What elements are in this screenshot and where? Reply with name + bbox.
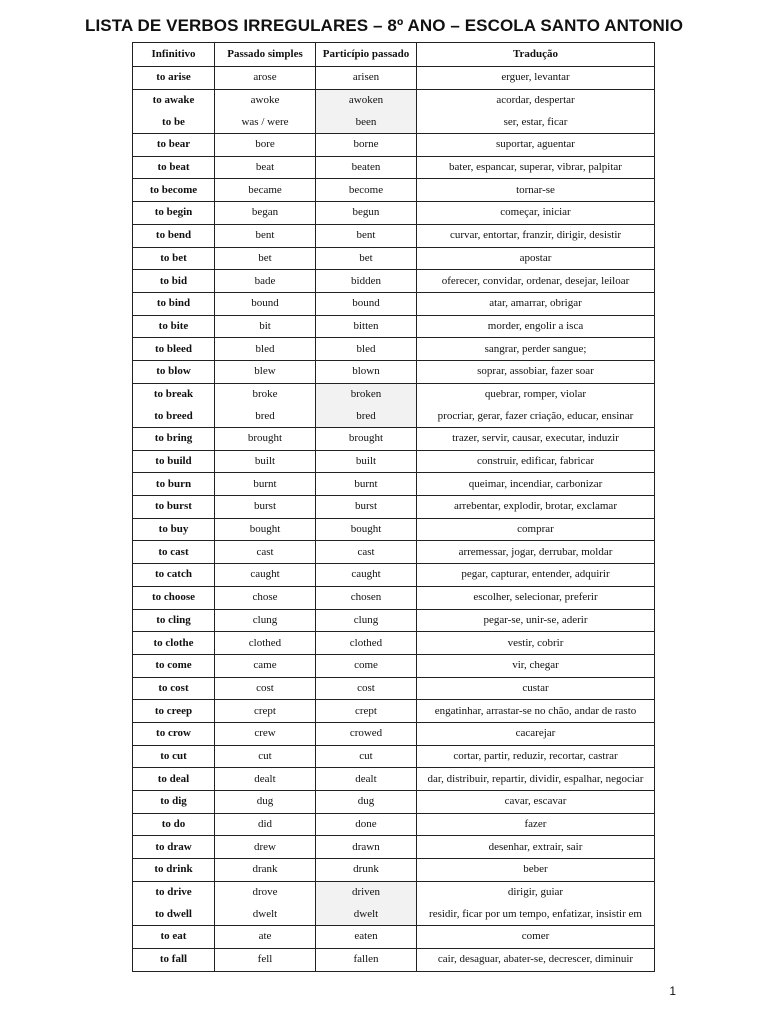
past-participle-cell: fallen	[316, 948, 417, 971]
translation-cell: atar, amarrar, obrigar	[417, 292, 655, 315]
past-participle-cell: clothed	[316, 632, 417, 655]
simple-past-cell: bound	[215, 292, 316, 315]
infinitive-cell: to drive	[133, 881, 215, 903]
past-participle-cell: bidden	[316, 270, 417, 293]
past-participle-cell: cost	[316, 677, 417, 700]
translation-cell: arremessar, jogar, derrubar, moldar	[417, 541, 655, 564]
infinitive-cell: to blow	[133, 360, 215, 383]
simple-past-cell: bled	[215, 338, 316, 361]
table-row	[133, 541, 655, 564]
translation-cell: morder, engolir a isca	[417, 315, 655, 338]
table-row	[133, 700, 655, 723]
translation-cell: procriar, gerar, fazer criação, educar, ensinar	[417, 405, 655, 427]
past-participle-cell: driven	[316, 881, 417, 903]
past-participle-cell: bet	[316, 247, 417, 270]
simple-past-cell: awoke	[215, 89, 316, 111]
simple-past-cell: drew	[215, 836, 316, 859]
infinitive-cell: to cast	[133, 541, 215, 564]
past-participle-cell: bound	[316, 292, 417, 315]
simple-past-cell: blew	[215, 360, 316, 383]
infinitive-cell: to bend	[133, 224, 215, 247]
past-participle-cell: chosen	[316, 586, 417, 609]
simple-past-cell: crew	[215, 722, 316, 745]
infinitive-cell: to bet	[133, 247, 215, 270]
header-traducao: Tradução	[417, 43, 655, 67]
translation-cell: cortar, partir, reduzir, recortar, castrar	[417, 745, 655, 768]
infinitive-cell: to buy	[133, 518, 215, 541]
simple-past-cell: brought	[215, 428, 316, 451]
infinitive-cell: to crow	[133, 722, 215, 745]
simple-past-cell: chose	[215, 586, 316, 609]
table-row	[133, 586, 655, 609]
simple-past-cell: bet	[215, 247, 316, 270]
past-participle-cell: cut	[316, 745, 417, 768]
table-row	[133, 405, 655, 427]
simple-past-cell: did	[215, 813, 316, 836]
simple-past-cell: crept	[215, 700, 316, 723]
translation-cell: comer	[417, 926, 655, 949]
translation-cell: fazer	[417, 813, 655, 836]
translation-cell: residir, ficar por um tempo, enfatizar, insistir em	[417, 903, 655, 925]
infinitive-cell: to beat	[133, 156, 215, 179]
translation-cell: suportar, aguentar	[417, 134, 655, 157]
page-title: LISTA DE VERBOS IRREGULARES – 8º ANO – ESCOLA SANTO ANTONIO	[84, 16, 684, 35]
past-participle-cell: borne	[316, 134, 417, 157]
infinitive-cell: to dig	[133, 791, 215, 814]
table-row	[133, 836, 655, 859]
table-row	[133, 247, 655, 270]
header-row	[133, 43, 655, 67]
translation-cell: quebrar, romper, violar	[417, 383, 655, 405]
translation-cell: tornar-se	[417, 179, 655, 202]
translation-cell: desenhar, extrair, sair	[417, 836, 655, 859]
infinitive-cell: to creep	[133, 700, 215, 723]
past-participle-cell: blown	[316, 360, 417, 383]
simple-past-cell: burnt	[215, 473, 316, 496]
table-row	[133, 292, 655, 315]
past-participle-cell: bled	[316, 338, 417, 361]
simple-past-cell: bit	[215, 315, 316, 338]
translation-cell: sangrar, perder sangue;	[417, 338, 655, 361]
translation-cell: cacarejar	[417, 722, 655, 745]
past-participle-cell: awoken	[316, 89, 417, 111]
past-participle-cell: eaten	[316, 926, 417, 949]
past-participle-cell: brought	[316, 428, 417, 451]
table-row	[133, 111, 655, 133]
table-row	[133, 202, 655, 225]
table-row	[133, 473, 655, 496]
past-participle-cell: burst	[316, 496, 417, 519]
table-row	[133, 518, 655, 541]
simple-past-cell: began	[215, 202, 316, 225]
past-participle-cell: arisen	[316, 67, 417, 90]
past-participle-cell: crept	[316, 700, 417, 723]
infinitive-cell: to do	[133, 813, 215, 836]
translation-cell: curvar, entortar, franzir, dirigir, desistir	[417, 224, 655, 247]
simple-past-cell: ate	[215, 926, 316, 949]
simple-past-cell: was / were	[215, 111, 316, 133]
table-row	[133, 677, 655, 700]
simple-past-cell: fell	[215, 948, 316, 971]
past-participle-cell: burnt	[316, 473, 417, 496]
past-participle-cell: been	[316, 111, 417, 133]
table-row	[133, 745, 655, 768]
past-participle-cell: done	[316, 813, 417, 836]
past-participle-cell: crowed	[316, 722, 417, 745]
table-row	[133, 564, 655, 587]
infinitive-cell: to bid	[133, 270, 215, 293]
past-participle-cell: cast	[316, 541, 417, 564]
simple-past-cell: bred	[215, 405, 316, 427]
table-row	[133, 67, 655, 90]
past-participle-cell: become	[316, 179, 417, 202]
past-participle-cell: broken	[316, 383, 417, 405]
past-participle-cell: bred	[316, 405, 417, 427]
infinitive-cell: to become	[133, 179, 215, 202]
table-row	[133, 948, 655, 971]
verb-table	[132, 42, 655, 972]
table-row	[133, 360, 655, 383]
translation-cell: bater, espancar, superar, vibrar, palpitar	[417, 156, 655, 179]
table-row	[133, 926, 655, 949]
simple-past-cell: cut	[215, 745, 316, 768]
infinitive-cell: to be	[133, 111, 215, 133]
simple-past-cell: drove	[215, 881, 316, 903]
simple-past-cell: broke	[215, 383, 316, 405]
translation-cell: trazer, servir, causar, executar, induzir	[417, 428, 655, 451]
infinitive-cell: to build	[133, 450, 215, 473]
translation-cell: dirigir, guiar	[417, 881, 655, 903]
infinitive-cell: to bind	[133, 292, 215, 315]
translation-cell: vir, chegar	[417, 654, 655, 677]
table-row	[133, 338, 655, 361]
translation-cell: beber	[417, 859, 655, 882]
translation-cell: vestir, cobrir	[417, 632, 655, 655]
table-row	[133, 134, 655, 157]
verb-table-body	[133, 67, 655, 972]
infinitive-cell: to choose	[133, 586, 215, 609]
simple-past-cell: dwelt	[215, 903, 316, 925]
past-participle-cell: come	[316, 654, 417, 677]
past-participle-cell: bent	[316, 224, 417, 247]
translation-cell: começar, iniciar	[417, 202, 655, 225]
table-row	[133, 315, 655, 338]
table-row	[133, 496, 655, 519]
past-participle-cell: dealt	[316, 768, 417, 791]
past-participle-cell: clung	[316, 609, 417, 632]
infinitive-cell: to arise	[133, 67, 215, 90]
past-participle-cell: dug	[316, 791, 417, 814]
simple-past-cell: burst	[215, 496, 316, 519]
infinitive-cell: to eat	[133, 926, 215, 949]
simple-past-cell: bore	[215, 134, 316, 157]
translation-cell: erguer, levantar	[417, 67, 655, 90]
simple-past-cell: dug	[215, 791, 316, 814]
table-row	[133, 654, 655, 677]
infinitive-cell: to catch	[133, 564, 215, 587]
simple-past-cell: bade	[215, 270, 316, 293]
translation-cell: engatinhar, arrastar-se no chão, andar de rasto	[417, 700, 655, 723]
simple-past-cell: arose	[215, 67, 316, 90]
infinitive-cell: to drink	[133, 859, 215, 882]
past-participle-cell: drunk	[316, 859, 417, 882]
translation-cell: construir, edificar, fabricar	[417, 450, 655, 473]
simple-past-cell: beat	[215, 156, 316, 179]
table-row	[133, 270, 655, 293]
infinitive-cell: to clothe	[133, 632, 215, 655]
past-participle-cell: drawn	[316, 836, 417, 859]
table-row	[133, 89, 655, 111]
infinitive-cell: to cut	[133, 745, 215, 768]
past-participle-cell: caught	[316, 564, 417, 587]
header-infinitivo: Infinitivo	[133, 43, 215, 67]
translation-cell: pegar-se, unir-se, aderir	[417, 609, 655, 632]
infinitive-cell: to draw	[133, 836, 215, 859]
translation-cell: comprar	[417, 518, 655, 541]
infinitive-cell: to deal	[133, 768, 215, 791]
infinitive-cell: to awake	[133, 89, 215, 111]
simple-past-cell: caught	[215, 564, 316, 587]
translation-cell: ser, estar, ficar	[417, 111, 655, 133]
table-row	[133, 450, 655, 473]
translation-cell: cavar, escavar	[417, 791, 655, 814]
past-participle-cell: bitten	[316, 315, 417, 338]
translation-cell: dar, distribuir, repartir, dividir, espalhar, negociar	[417, 768, 655, 791]
simple-past-cell: cost	[215, 677, 316, 700]
table-row	[133, 813, 655, 836]
infinitive-cell: to cling	[133, 609, 215, 632]
simple-past-cell: became	[215, 179, 316, 202]
infinitive-cell: to bleed	[133, 338, 215, 361]
table-row	[133, 791, 655, 814]
translation-cell: queimar, incendiar, carbonizar	[417, 473, 655, 496]
infinitive-cell: to bring	[133, 428, 215, 451]
infinitive-cell: to breed	[133, 405, 215, 427]
translation-cell: custar	[417, 677, 655, 700]
simple-past-cell: clung	[215, 609, 316, 632]
infinitive-cell: to fall	[133, 948, 215, 971]
table-row	[133, 768, 655, 791]
past-participle-cell: begun	[316, 202, 417, 225]
infinitive-cell: to burst	[133, 496, 215, 519]
table-row	[133, 179, 655, 202]
table-row	[133, 632, 655, 655]
translation-cell: pegar, capturar, entender, adquirir	[417, 564, 655, 587]
translation-cell: escolher, selecionar, preferir	[417, 586, 655, 609]
past-participle-cell: dwelt	[316, 903, 417, 925]
infinitive-cell: to break	[133, 383, 215, 405]
infinitive-cell: to dwell	[133, 903, 215, 925]
infinitive-cell: to cost	[133, 677, 215, 700]
infinitive-cell: to begin	[133, 202, 215, 225]
infinitive-cell: to come	[133, 654, 215, 677]
table-row	[133, 722, 655, 745]
past-participle-cell: beaten	[316, 156, 417, 179]
header-passado-simples: Passado simples	[215, 43, 316, 67]
past-participle-cell: built	[316, 450, 417, 473]
table-row	[133, 383, 655, 405]
table-row	[133, 609, 655, 632]
translation-cell: cair, desaguar, abater-se, decrescer, diminuir	[417, 948, 655, 971]
simple-past-cell: bent	[215, 224, 316, 247]
simple-past-cell: clothed	[215, 632, 316, 655]
infinitive-cell: to burn	[133, 473, 215, 496]
translation-cell: acordar, despertar	[417, 89, 655, 111]
table-row	[133, 859, 655, 882]
table-row	[133, 428, 655, 451]
table-row	[133, 224, 655, 247]
translation-cell: oferecer, convidar, ordenar, desejar, leiloar	[417, 270, 655, 293]
simple-past-cell: cast	[215, 541, 316, 564]
table-row	[133, 156, 655, 179]
translation-cell: arrebentar, explodir, brotar, exclamar	[417, 496, 655, 519]
simple-past-cell: bought	[215, 518, 316, 541]
infinitive-cell: to bite	[133, 315, 215, 338]
simple-past-cell: came	[215, 654, 316, 677]
simple-past-cell: built	[215, 450, 316, 473]
simple-past-cell: drank	[215, 859, 316, 882]
translation-cell: apostar	[417, 247, 655, 270]
simple-past-cell: dealt	[215, 768, 316, 791]
translation-cell: soprar, assobiar, fazer soar	[417, 360, 655, 383]
page-number: 1	[669, 984, 676, 998]
header-participio-passado: Particípio passado	[316, 43, 417, 67]
past-participle-cell: bought	[316, 518, 417, 541]
table-row	[133, 881, 655, 903]
infinitive-cell: to bear	[133, 134, 215, 157]
table-row	[133, 903, 655, 925]
